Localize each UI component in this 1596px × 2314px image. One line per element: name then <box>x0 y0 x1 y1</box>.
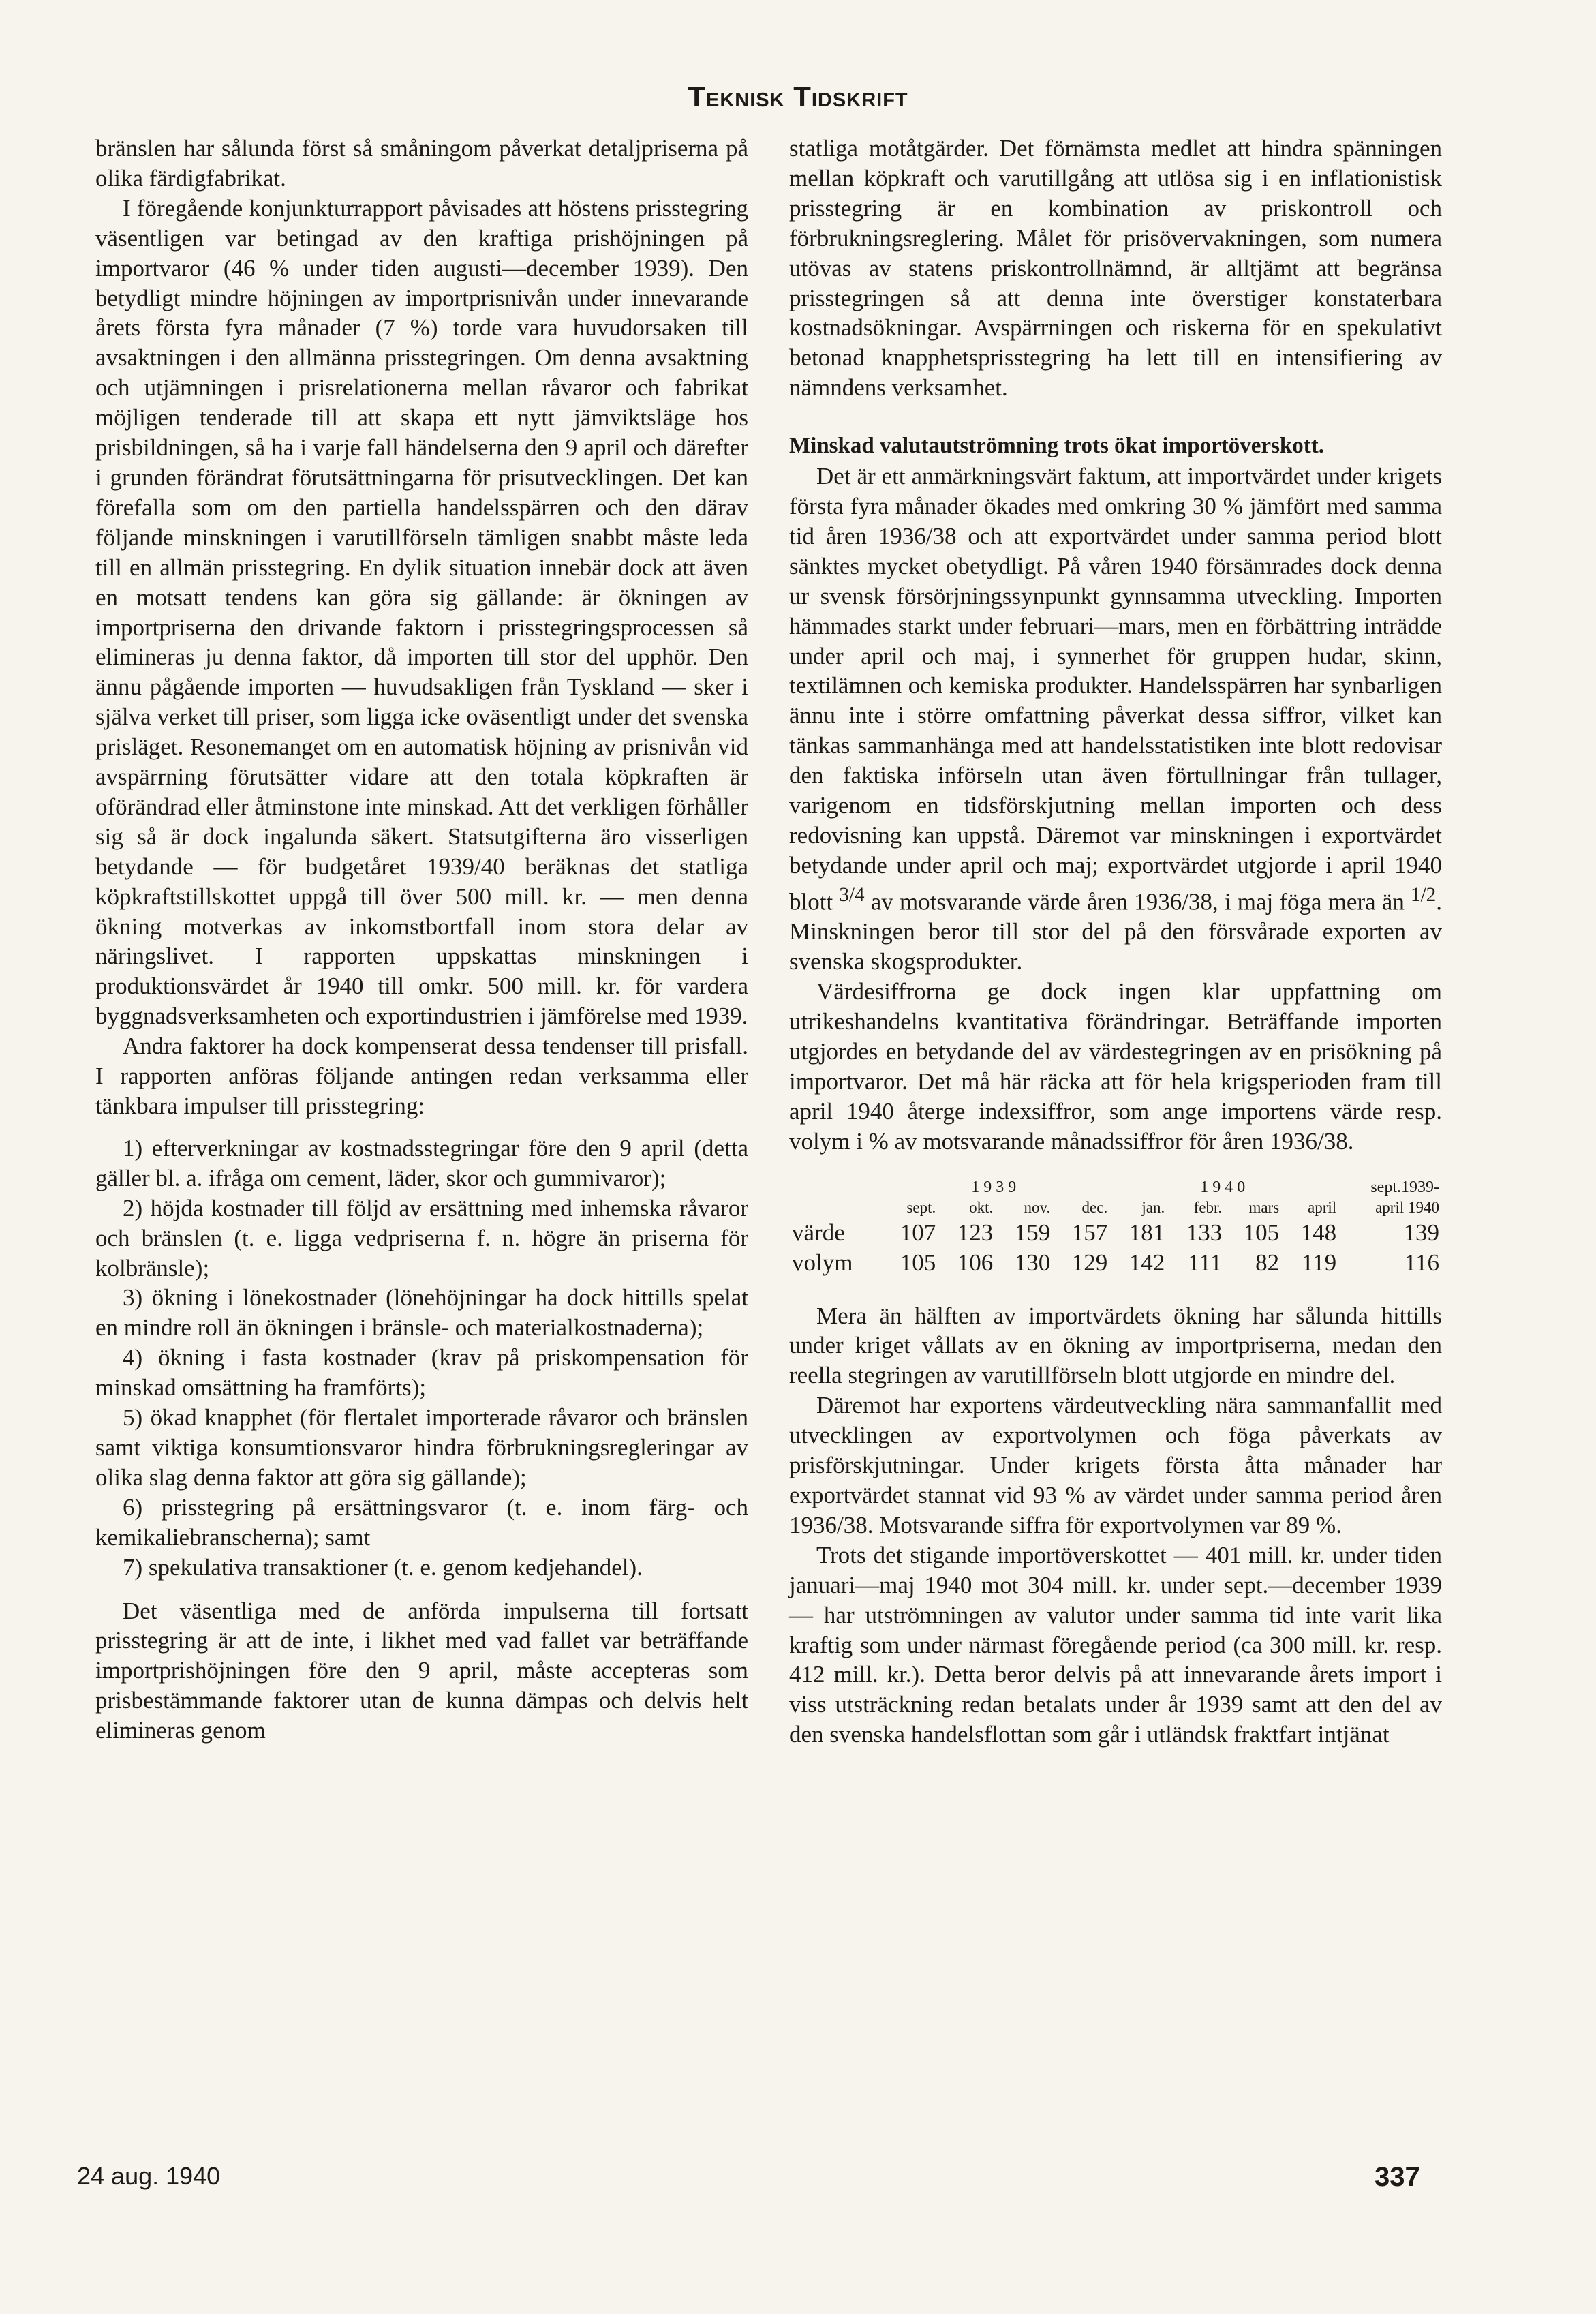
p2-text-mid: av motsvarande värde åren 1936/38, i maj föga mera än <box>870 888 1405 915</box>
table-month-header: okt. <box>969 1198 994 1216</box>
table-cell: 82 <box>1255 1249 1280 1276</box>
table-month-header: dec. <box>1081 1198 1108 1216</box>
table-range-label: sept.1939- <box>1370 1178 1439 1196</box>
list-item: 5) ökad knapphet (för flertalet importerade råvaror och bränslen samt viktiga konsumtionsvaror hindra förbrukningsregleringar av olika slag denna faktor att göra sig gällande); <box>95 1404 748 1491</box>
table-month-header: febr. <box>1193 1198 1223 1216</box>
left-column <box>95 134 748 1746</box>
left-paragraph-3: Andra faktorer ha dock kompenserat dessa tendenser till prisfall. I rapporten anföras följande antingen redan verksamma eller tänkbara impulser till prisstegring: <box>95 1033 748 1119</box>
list-item: 6) prisstegring på ersättningsvaror (t. e. inom färg- och kemikaliebranscherna); samt <box>95 1493 748 1551</box>
right-paragraph-3: Värdesiffrorna ge dock ingen klar uppfattning om utrikeshandelns kvantitativa förändringar. Beträffande importen utgjordes en betydande del av värdestegringen av en prisökning på importvaror. Det må här räcka att för hela krigsperioden fram till april 1940 återge indexsiffror, som ange importens värde resp. volym i % av motsvarande månadssiffror för åren 1936/38. <box>789 978 1442 1155</box>
table-cell: 130 <box>1014 1249 1051 1276</box>
table-month-header: mars <box>1248 1198 1280 1216</box>
table-cell: 119 <box>1301 1249 1337 1276</box>
table-month-header: jan. <box>1141 1198 1165 1216</box>
table-cell: 133 <box>1186 1219 1223 1246</box>
table-month-header: sept. <box>906 1198 936 1216</box>
table-cell: 142 <box>1129 1249 1165 1276</box>
list-item: 4) ökning i fasta kostnader (krav på priskompensation för minskad omsättning ha framförts); <box>95 1344 748 1401</box>
section-heading: Minskad valutautströmning trots ökat importöverskott. <box>789 433 1324 459</box>
issue-date: 24 aug. 1940 <box>77 2162 221 2190</box>
table-cell: 107 <box>900 1219 936 1246</box>
table-cell: 129 <box>1071 1249 1108 1276</box>
right-column <box>789 134 1442 1750</box>
right-paragraph-1: statliga motåtgärder. Det förnämsta medlet att hindra spänningen mellan köpkraft och varutillgång att utlösa sig i en inflationistisk prisstegring är en kombination av priskontroll och förbrukningsreglering. Målet för prisövervakningen, som numera utövas av statens priskontrollnämnd, är alltjämt att begränsa prisstegringen så att denna inte överstiger konstaterbara kostnadsökningar. Avspärrningen och riskerna för en spekulativt betonad knapphetsprisstegring ha lett till en intensifiering av nämndens verksamhet. <box>789 135 1442 401</box>
fraction-half: 1/2 <box>1410 883 1437 906</box>
table-cell: 105 <box>900 1249 936 1276</box>
table-row <box>789 1248 1442 1278</box>
table-cell: 157 <box>1071 1219 1108 1246</box>
row-label: värde <box>792 1219 845 1246</box>
right-paragraph-6: Trots det stigande importöverskottet — 401 mill. kr. under tiden januari—maj 1940 mot 304 mill. kr. under sept.—december 1939 — har utströmningen av valutor under samma tid inte varit lika kraftig som under närmast föregående period (ca 300 mill. kr. resp. 412 mill. kr.). Detta beror delvis på att innevarande årets import i viss utsträckning redan betalats under år 1939 samt att den del av den svenska handelsflottan som går i utländsk fraktfart intjänat <box>789 1541 1442 1748</box>
right-paragraph-5: Däremot har exportens värdeutveckling nära sammanfallit med utvecklingen av exportvolymen och föga påverkats av prisförskjutningar. Under krigets första åtta månader har exportvärdet stannat vid 93 % av värdet under samma period åren 1936/38. Motsvarande siffra för exportvolymen var 89 %. <box>789 1392 1442 1538</box>
row-label: volym <box>792 1249 853 1276</box>
list-item: 3) ökning i lönekostnader (lönehöjningar ha dock hittills spelat en mindre roll än ökningen i bränsle- och materialkostnaderna); <box>95 1284 748 1341</box>
table-cell: 139 <box>1403 1219 1439 1246</box>
journal-title <box>0 80 1596 113</box>
table-cell: 148 <box>1300 1219 1337 1246</box>
left-paragraph-1: bränslen har sålunda först så småningom påverkat detaljpriserna på olika färdigfabrikat. <box>95 135 748 192</box>
table-month-header: april <box>1308 1198 1337 1216</box>
table-year-1939: 1939 <box>971 1178 1021 1196</box>
page-number: 337 <box>1375 2162 1420 2192</box>
p2-text-end: . Minskningen beror till stor del på den försvårade exporten av svenska skogsprodukter. <box>789 888 1442 975</box>
right-paragraph-4: Mera än hälften av importvärdets ökning har sålunda hittills under kriget vållats av en ökning av importpriserna, medan den reella stegringen av varutillförseln blott utgjorde en mindre del. <box>789 1302 1442 1389</box>
list-item: 2) höjda kostnader till följd av ersättning med inhemska råvaror och bränslen (t. e. ligga vedpriserna f. n. högre än priserna för kolbränsle); <box>95 1194 748 1281</box>
table-year-1940: 1940 <box>1200 1178 1250 1196</box>
p2-text-start: Det är ett anmärkningsvärt faktum, att importvärdet under krigets första fyra månader ökades med omkring 30 % jämfört med samma tid åren 1936/38 och att exportvärdet under samma period blott sänktes mycket obetydligt. På våren 1940 försämrades dock denna ur svensk försörjningssynpunkt gynnsamma utveckling. Importen hämmades starkt under februari—mars, men en förbättring inträdde under april och maj, i synnerhet för gruppen hudar, skinn, textilämnen och kemiska produkter. Handelsspärren har synbarligen ännu inte i större omfattning påverkat dessa siffror, vilket kan tänkas sammanhänga med att handelsstatistiken inte blott redovisar den faktiska införseln utan även förtullningar från tullager, varigenom en tidsförskjutning mellan importen och dess redovisning kan uppstå. Däremot var minskningen i exportvärdet betydande under april och maj; exportvärdet utgjorde i april 1940 blott <box>789 463 1442 915</box>
table-cell: 106 <box>957 1249 994 1276</box>
right-paragraph-2 <box>789 461 1442 977</box>
table-cell: 111 <box>1188 1249 1223 1276</box>
left-paragraph-2: I föregående konjunkturrapport påvisades att höstens prisstegring väsentligen var betingad av den kraftiga prishöjningen på importvaror (46 % under tiden augusti—december 1939). Den betydligt mindre höjningen av importprisnivån under innevarande årets första fyra månader (7 %) torde vara huvudorsaken till avsaktningen i den allmänna prisstegringen. Om denna avsaktning och utjämningen i prisrelationerna mellan råvaror och fabrikat möjligen tenderade till att skapa ett nytt jämviktsläge hos prisbildningen, så ha i varje fall händelserna den 9 april och därefter i grunden förändrat förutsättningarna för prisutvecklingen. Det kan förefalla som om den partiella handelsspärren och den därav följande minskningen i varutillförseln tämligen snabbt måste leda till en allmän prisstegring. En dylik situation innebär dock att även en motsatt tendens kan göra sig gällande: är ökningen av importpriserna den drivande faktorn i prisstegringsprocessen så elimineras ju denna faktor, då importen till stor del upphör. Den ännu pågående importen — huvudsakligen från Tyskland — sker i själva verket till priser, som ligga icke oväsentligt under det svenska prisläget. Resonemanget om en automatisk höjning av prisnivån vid avspärrning förutsätter vidare att den totala köpkraften är oförändrad eller åtminstone inte minskad. Att det verkligen förhåller sig så är dock ingalunda säkert. Statsutgifterna äro visserligen betydande — för budgetåret 1939/40 beräknas det statliga köpkraftstillskottet uppgå till över 500 mill. kr. — men denna ökning motverkas av inkomstbortfall inom stora delar av näringslivet. I rapporten uppskattas minskningen i produktionsvärdet år 1940 till omkr. 500 mill. kr. för vardera byggnadsverksamheten och exportindustrien i jämförelse med 1939. <box>95 194 748 1030</box>
table-cell: 159 <box>1014 1219 1051 1246</box>
table-month-header: nov. <box>1024 1198 1051 1216</box>
table-row <box>789 1218 1442 1248</box>
list-item: 7) spekulativa transaktioner (t. e. genom kedjehandel). <box>123 1553 643 1581</box>
table-cell: 105 <box>1243 1219 1280 1246</box>
table-cell: 116 <box>1404 1249 1439 1276</box>
left-paragraph-4: Det väsentliga med de anförda impulserna till fortsatt prisstegring är att de inte, i likhet med vad fallet var beträffande importprishöjningen före den 9 april, måste accepteras som prisbestämmande faktorer utan de kunna dämpas och delvis helt elimineras genom <box>95 1597 748 1744</box>
table-month-header: april 1940 <box>1375 1198 1439 1216</box>
table-cell: 181 <box>1129 1219 1165 1246</box>
impulse-list <box>95 1133 748 1583</box>
journal-title-text: Teknisk Tidskrift <box>688 80 908 112</box>
table-cell: 123 <box>957 1219 994 1246</box>
fraction-three-quarters: 3/4 <box>839 883 865 906</box>
list-item: 1) efterverkningar av kostnadsstegringar före den 9 april (detta gäller bl. a. ifråga om cement, läder, skor och gummivaror); <box>95 1134 748 1191</box>
trade-index-table <box>789 1177 1442 1278</box>
